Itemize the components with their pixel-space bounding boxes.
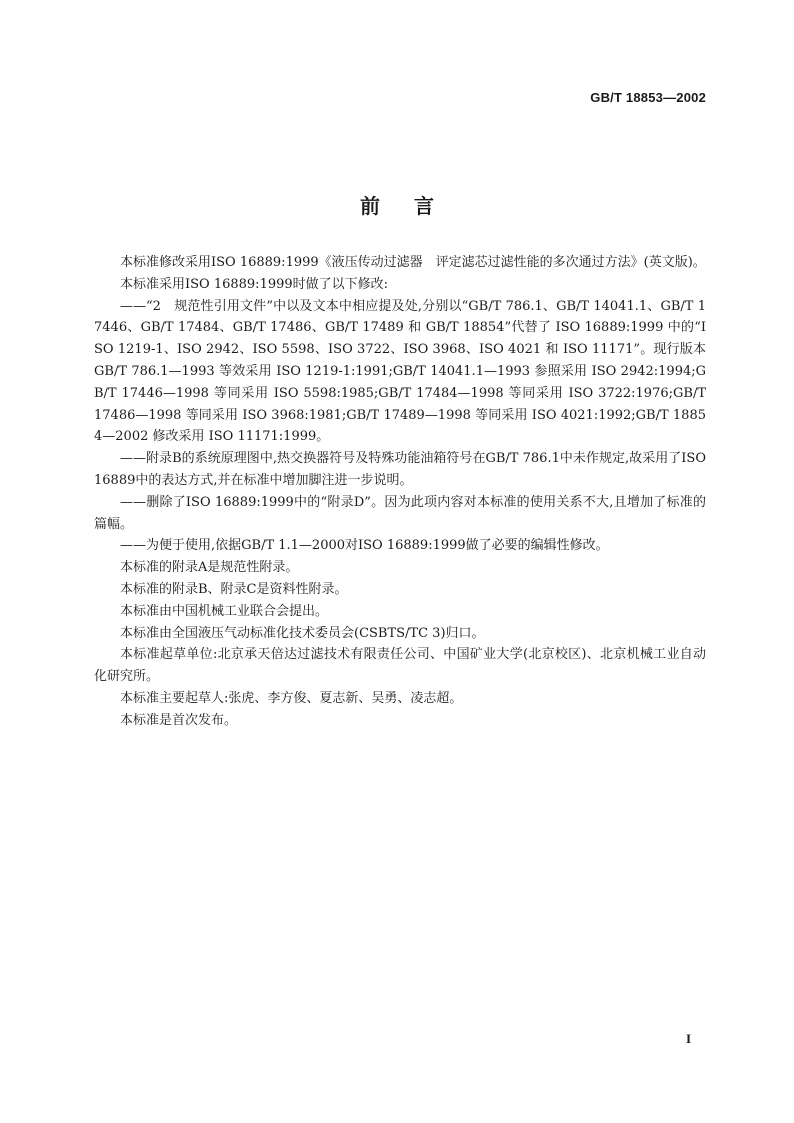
- paragraph-annex-a: 本标准的附录A是规范性附录。: [120, 560, 299, 576]
- paragraph-proposed-by: 本标准由中国机械工业联合会提出。: [120, 603, 329, 619]
- paragraph-first-release: 本标准是首次发布。: [120, 712, 238, 728]
- paragraph-drafting-units: 本标准起草单位:北京承天倍达过滤技术有限责任公司、中国矿业大学(北京校区)、北京机械工业自动化研究所。: [94, 647, 706, 685]
- paragraph-modification-annex-d: ——删除了ISO 16889:1999中的“附录D”。因为此项内容对本标准的使用关系不大,且增加了标准的篇幅。: [94, 494, 706, 532]
- paragraph-centralized-by: 本标准由全国液压气动标准化技术委员会(CSBTS/TC 3)归口。: [120, 625, 485, 641]
- paragraph-modification-references: ——“2 规范性引用文件”中以及文本中相应提及处,分别以“GB/T 786.1、GB/T 14041.1、GB/T 17446、GB/T 17484、GB/T 17486、GB/T 17489 和 GB/T 18854”代替了 ISO 16889:1999 中的“ISO 1219-1、ISO 2942、ISO 5598、ISO 3722、ISO 3968、ISO 4021 和 ISO 11171”。现行版本 GB/T 786.1—1993 等效采用 ISO 1219-1:1991;GB/T 14041.1—1993 参照采用 ISO 2942:1994;GB/T 17446—1998 等同采用 ISO 5598:1985;GB/T 17484—1998 等同采用 ISO 3722:1976;GB/T 17486—1998 等同采用 ISO 3968:1981;GB/T 17489—1998 等同采用 ISO 4021:1992;GB/T 18854—2002 修改采用 ISO 11171:1999。: [94, 298, 706, 445]
- paragraph-drafters: 本标准主要起草人:张虎、李方俊、夏志新、吴勇、凌志超。: [120, 690, 463, 706]
- page-title: 前言: [360, 194, 468, 218]
- page-number: I: [686, 1031, 692, 1046]
- paragraph-modification-annex-b: ——附录B的系统原理图中,热交换器符号及特殊功能油箱符号在GB/T 786.1中未作规定,故采用了ISO 16889中的表达方式,并在标准中增加脚注进一步说明。: [94, 451, 706, 488]
- paragraph-adoption: 本标准修改采用ISO 16889:1999《液压传动过滤器 评定滤芯过滤性能的多次通过方法》(英文版)。: [120, 255, 706, 270]
- standard-number: GB/T 18853—2002: [590, 90, 706, 105]
- document-body: [94, 252, 706, 732]
- paragraph-modification-editorial: ——为便于使用,依据GB/T 1.1—2000对ISO 16889:1999做了必要的编辑性修改。: [120, 538, 609, 554]
- paragraph-annex-b-c: 本标准的附录B、附录C是资料性附录。: [120, 581, 348, 597]
- paragraph-modifications-intro: 本标准采用ISO 16889:1999时做了以下修改:: [120, 276, 389, 292]
